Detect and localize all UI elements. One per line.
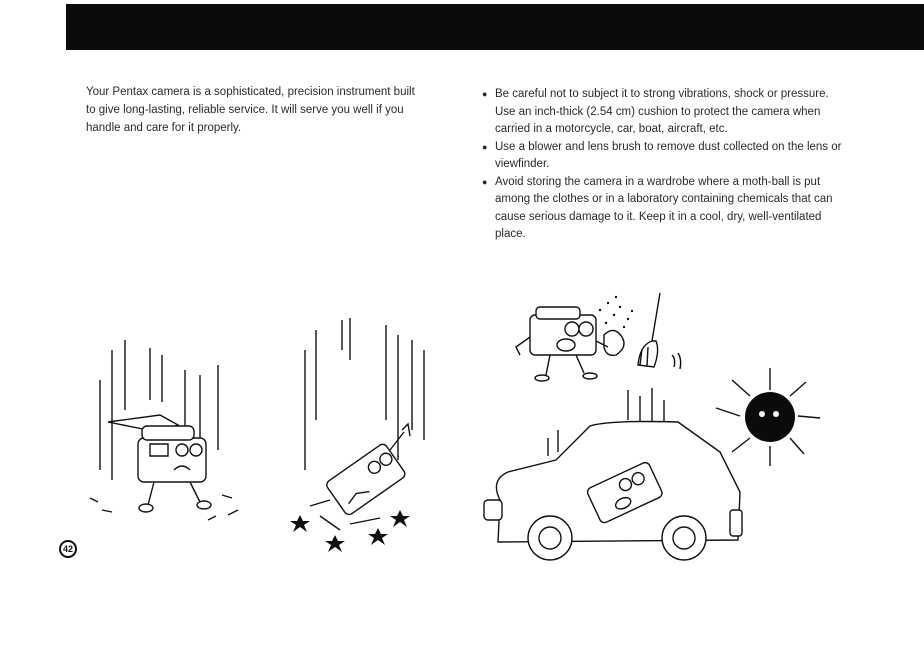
tip-dust: [482, 139, 842, 174]
tip-vibration-text: ● Be careful not to subject it to strong vibrations, shock or pressure.: [495, 88, 829, 100]
illustration-camera-dropped: [290, 310, 440, 550]
tip-vibration: [482, 86, 842, 139]
illustration-hot-car: [478, 360, 828, 570]
tip-vibration-detail: Use an inch-thick (2.54 cm) cushion to protect the camera when carried in a motorcycle, car, boat, aircraft, etc.: [495, 105, 821, 135]
tip-storage-text: ● Avoid storing the camera in a wardrobe where a moth-ball is put among the clothes or in a laboratory containing chemicals that can cause serious damage to it. Keep it in a cool, dry, well-ventilated place.: [495, 175, 833, 240]
care-tips-list: [482, 86, 842, 244]
page-number: 42: [59, 540, 77, 558]
header-bar: [66, 4, 924, 50]
tip-storage: [482, 174, 842, 244]
intro-paragraph: Your Pentax camera is a sophisticated, precision instrument built to give long-lasting, reliable service. It will serve you well if you handle and care for it properly.: [86, 86, 415, 134]
tip-dust-text: ● Use a blower and lens brush to remove dust collected on the lens or viewfinder.: [495, 140, 842, 170]
illustration-camera-pressure: [90, 330, 250, 530]
